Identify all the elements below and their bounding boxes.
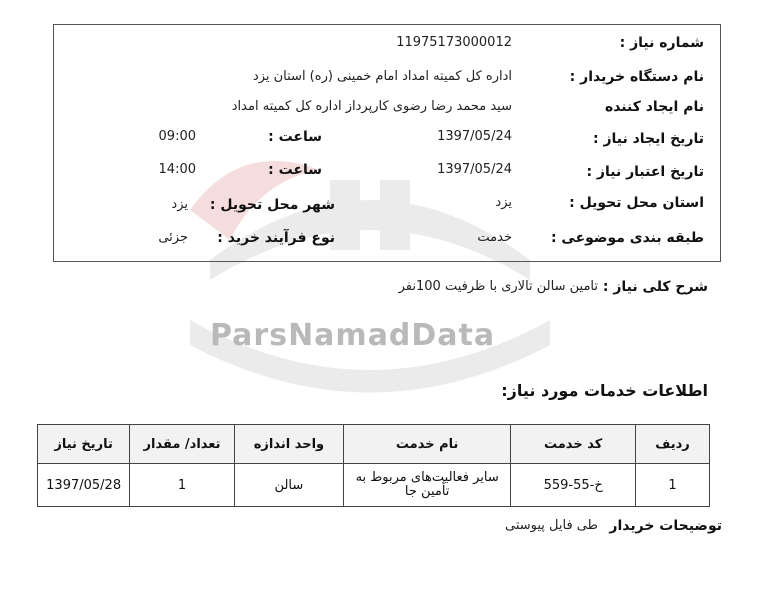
col-need-date: تاریخ نیاز xyxy=(38,425,130,464)
col-quantity: تعداد/ مقدار xyxy=(130,425,235,464)
col-service-name: نام خدمت xyxy=(344,425,511,464)
col-row: ردیف xyxy=(635,425,709,464)
valid-time-value: 14:00 xyxy=(158,162,196,177)
description-value: تامین سالن تالاری با ظرفیت 100نفر xyxy=(398,279,598,294)
created-time-value: 09:00 xyxy=(158,129,196,144)
cell-service-code: خ-55-559 xyxy=(511,464,636,507)
cell-need-date: 1397/05/28 xyxy=(38,464,130,507)
process-label: نوع فرآیند خرید : xyxy=(217,230,335,246)
valid-time-label: ساعت : xyxy=(268,162,322,178)
cell-service-name: سایر فعالیت‌های مربوط به تأمین جا xyxy=(344,464,511,507)
category-value: خدمت xyxy=(477,230,512,245)
buyer-org-value: اداره کل کمیته امداد امام خمینی (ره) استان یزد xyxy=(252,69,512,84)
created-date-label: تاریخ ایجاد نیاز : xyxy=(592,131,704,147)
category-label: طبقه بندی موضوعی : xyxy=(550,230,704,246)
description-label: شرح کلی نیاز : xyxy=(602,279,708,295)
services-header-row xyxy=(38,425,710,464)
cell-row: 1 xyxy=(635,464,709,507)
cell-quantity: 1 xyxy=(130,464,235,507)
city-value: یزد xyxy=(171,197,188,212)
need-info-box xyxy=(53,24,721,262)
province-value: یزد xyxy=(495,195,512,210)
watermark-brand: ParsNamadData xyxy=(210,318,496,353)
valid-date-value: 1397/05/24 xyxy=(437,162,512,177)
province-label: استان محل تحویل : xyxy=(569,195,704,211)
cell-unit: سالن xyxy=(234,464,343,507)
table-row xyxy=(38,464,710,507)
valid-date-label: تاریخ اعتبار نیاز : xyxy=(586,164,704,180)
services-table xyxy=(37,424,710,507)
created-date-value: 1397/05/24 xyxy=(437,129,512,144)
process-value: جزئی xyxy=(158,230,188,245)
creator-label: نام ایجاد کننده xyxy=(604,99,704,115)
need-number-value: 11975173000012 xyxy=(396,35,512,50)
buyer-org-label: نام دستگاه خریدار : xyxy=(569,69,704,85)
services-title: اطلاعات خدمات مورد نیاز: xyxy=(501,381,708,400)
col-service-code: کد خدمت xyxy=(511,425,636,464)
creator-value: سید محمد رضا رضوی کارپرداز اداره کل کمیته امداد xyxy=(231,99,512,114)
buyer-notes-value: طی فایل پیوستی xyxy=(505,518,598,533)
need-number-label: شماره نیاز : xyxy=(619,35,704,51)
col-unit: واحد اندازه xyxy=(234,425,343,464)
buyer-notes-label: توضیحات خریدار xyxy=(609,518,722,534)
city-label: شهر محل تحویل : xyxy=(209,197,335,213)
created-time-label: ساعت : xyxy=(268,129,322,145)
